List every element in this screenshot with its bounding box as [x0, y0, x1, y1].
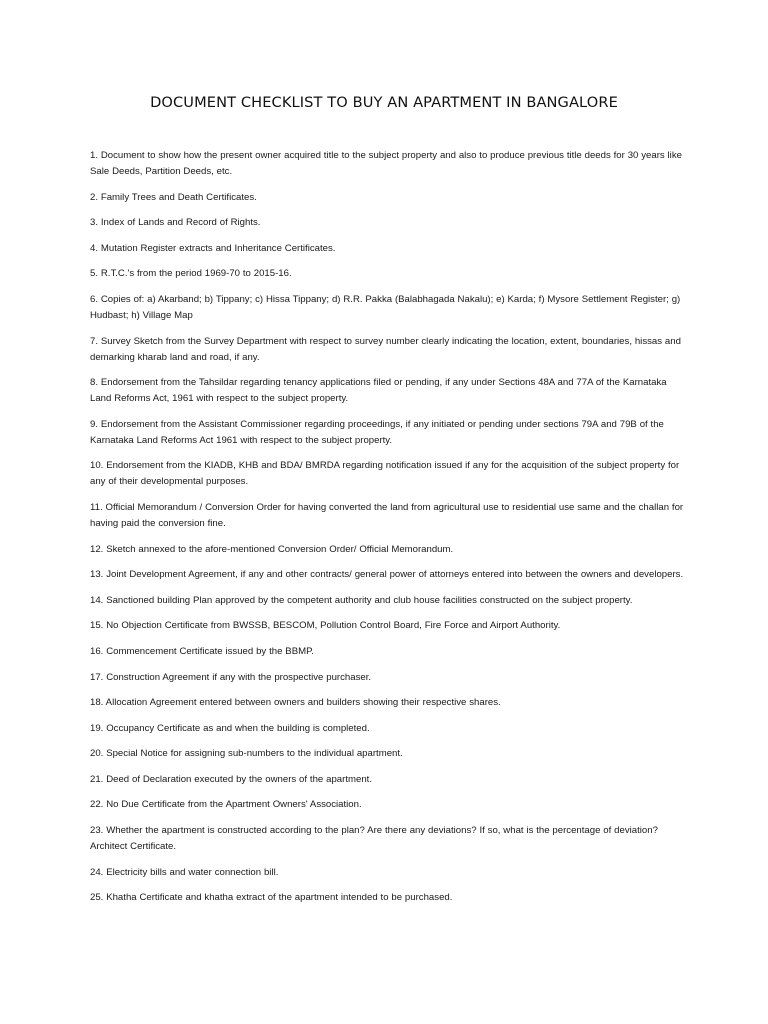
- checklist-item-13: 13. Joint Development Agreement, if any and other contracts/ general power of attorneys entered into between the owners and developers.: [90, 569, 684, 581]
- checklist-item-21: 21. Deed of Declaration executed by the owners of the apartment.: [90, 773, 372, 785]
- checklist-item-20: 20. Special Notice for assigning sub-numbers to the individual apartment.: [90, 748, 403, 760]
- checklist-item-5: 5. R.T.C.'s from the period 1969-70 to 2015-16.: [90, 268, 292, 280]
- checklist-item-12: 12. Sketch annexed to the afore-mentioned Conversion Order/ Official Memorandum.: [90, 543, 454, 555]
- checklist: [90, 148, 690, 916]
- checklist-item-14: 14. Sanctioned building Plan approved by the competent authority and club house facilities constructed on the subject property.: [90, 594, 633, 606]
- checklist-item-24: 24. Electricity bills and water connection bill.: [90, 866, 279, 878]
- checklist-item-23: 23. Whether the apartment is constructed according to the plan? Are there any deviations? If so, what is the percentage of deviation? Architect Certificate.: [90, 825, 658, 853]
- checklist-item-16: 16. Commencement Certificate issued by the BBMP.: [90, 645, 314, 657]
- checklist-item-19: 19. Occupancy Certificate as and when the building is completed.: [90, 722, 370, 734]
- checklist-item-3: 3. Index of Lands and Record of Rights.: [90, 217, 261, 229]
- checklist-item-7: 7. Survey Sketch from the Survey Department with respect to survey number clearly indicating the location, extent, boundaries, hissas and demarking kharab land and road, if any.: [90, 335, 681, 363]
- checklist-item-15: 15. No Objection Certificate from BWSSB, BESCOM, Pollution Control Board, Fire Force and Airport Authority.: [90, 620, 561, 632]
- checklist-item-2: 2. Family Trees and Death Certificates.: [90, 191, 257, 203]
- checklist-item-6: 6. Copies of: a) Akarband; b) Tippany; c) Hissa Tippany; d) R.R. Pakka (Balabhagada Nakalu); e) Karda; f) Mysore Settlement Register; g) Hudbast; h) Village Map: [90, 293, 681, 321]
- document-title: DOCUMENT CHECKLIST TO BUY AN APARTMENT IN BANGALORE: [150, 94, 618, 111]
- checklist-item-1: 1. Document to show how the present owner acquired title to the subject property and also to produce previous title deeds for 30 years like Sale Deeds, Partition Deeds, etc.: [90, 150, 682, 177]
- checklist-item-10: 10. Endorsement from the KIADB, KHB and BDA/ BMRDA regarding notification issued if any for the acquisition of the subject property for any of their developmental purposes.: [90, 460, 680, 488]
- checklist-item-8: 8. Endorsement from the Tahsildar regarding tenancy applications filed or pending, if any under Sections 48A and 77A of the Karnataka Land Reforms Act, 1961 with respect to the subject property.: [90, 377, 667, 405]
- checklist-item-17: 17. Construction Agreement if any with the prospective purchaser.: [90, 671, 372, 683]
- checklist-item-11: 11. Official Memorandum / Conversion Order for having converted the land from agricultural use to residential use same and the challan for having paid the conversion fine.: [90, 501, 684, 529]
- checklist-item-4: 4. Mutation Register extracts and Inheritance Certificates.: [90, 242, 336, 254]
- checklist-item-22: 22. No Due Certificate from the Apartment Owners' Association.: [90, 799, 362, 811]
- checklist-item-9: 9. Endorsement from the Assistant Commissioner regarding proceedings, if any initiated or pending under sections 79A and 79B of the Karnataka Land Reforms Act 1961 with respect to the subject property.: [90, 418, 664, 446]
- checklist-item-25: 25. Khatha Certificate and khatha extract of the apartment intended to be purchased.: [90, 892, 453, 904]
- checklist-item-18: 18. Allocation Agreement entered between owners and builders showing their respective shares.: [90, 697, 501, 709]
